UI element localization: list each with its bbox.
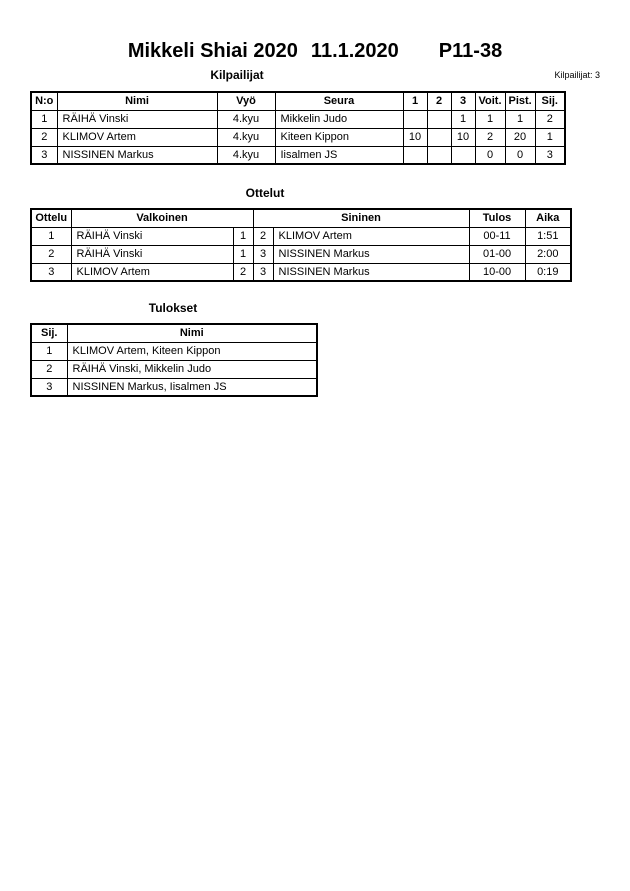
title-event: Mikkeli Shiai 2020 xyxy=(127,40,298,62)
table-cell: 3 xyxy=(253,263,273,281)
competitors-count: Kilpailijat: 3 xyxy=(554,70,600,80)
table-header-row xyxy=(31,209,571,227)
table-cell: NISSINEN Markus xyxy=(57,146,217,164)
table-row xyxy=(31,110,565,128)
table-cell: 3 xyxy=(253,245,273,263)
table-cell: RÄIHÄ Vinski xyxy=(71,245,233,263)
competitors-table xyxy=(30,91,566,165)
header-cell: 3 xyxy=(451,92,475,110)
table-cell xyxy=(427,146,451,164)
table-cell: 1 xyxy=(31,342,67,360)
table-cell: 1 xyxy=(31,227,71,245)
section-title-competitors: Kilpailijat xyxy=(210,68,264,82)
table-cell xyxy=(403,146,427,164)
table-cell: 0 xyxy=(475,146,505,164)
table-cell: 3 xyxy=(31,263,71,281)
table-cell: Iisalmen JS xyxy=(275,146,403,164)
header-cell: 1 xyxy=(403,92,427,110)
table-cell: 0:19 xyxy=(525,263,571,281)
table-cell: RÄIHÄ Vinski xyxy=(57,110,217,128)
header-cell: 2 xyxy=(427,92,451,110)
table-cell: 20 xyxy=(505,128,535,146)
title-date: 11.1.2020 xyxy=(310,40,399,62)
table-cell: Mikkelin Judo xyxy=(275,110,403,128)
section-title-results: Tulokset xyxy=(148,301,198,315)
table-row xyxy=(31,263,571,281)
table-row xyxy=(31,227,571,245)
header-cell: Aika xyxy=(525,209,571,227)
document-page xyxy=(0,0,630,397)
table-cell: KLIMOV Artem, Kiteen Kippon xyxy=(67,342,317,360)
table-row xyxy=(31,360,317,378)
table-cell: 4.kyu xyxy=(217,110,275,128)
table-cell: 1 xyxy=(31,110,57,128)
table-cell: 00-11 xyxy=(469,227,525,245)
table-cell: RÄIHÄ Vinski, Mikkelin Judo xyxy=(67,360,317,378)
section-title-matches: Ottelut xyxy=(245,186,285,200)
table-header-row xyxy=(31,92,565,110)
header-cell: Sij. xyxy=(535,92,565,110)
table-cell: 3 xyxy=(31,146,57,164)
table-cell: 2 xyxy=(31,245,71,263)
table-header-row xyxy=(31,324,317,342)
table-cell: KLIMOV Artem xyxy=(57,128,217,146)
header-cell: Tulos xyxy=(469,209,525,227)
header-cell: Sij. xyxy=(31,324,67,342)
table-cell: 1:51 xyxy=(525,227,571,245)
table-cell: 3 xyxy=(535,146,565,164)
table-cell: 2 xyxy=(31,128,57,146)
table-cell: 1 xyxy=(233,245,253,263)
header-cell: Pist. xyxy=(505,92,535,110)
table-cell xyxy=(451,146,475,164)
table-cell: NISSINEN Markus xyxy=(273,263,469,281)
table-cell: 2 xyxy=(253,227,273,245)
matches-table xyxy=(30,208,572,282)
header-cell: N:o xyxy=(31,92,57,110)
table-cell: 2 xyxy=(31,360,67,378)
table-row xyxy=(31,378,317,396)
table-cell xyxy=(427,110,451,128)
table-cell: 10 xyxy=(403,128,427,146)
header-cell: Nimi xyxy=(57,92,217,110)
table-cell: 1 xyxy=(475,110,505,128)
table-cell: 10 xyxy=(451,128,475,146)
table-cell: NISSINEN Markus xyxy=(273,245,469,263)
header-cell: Voit. xyxy=(475,92,505,110)
table-cell: 01-00 xyxy=(469,245,525,263)
results-table xyxy=(30,323,318,397)
table-cell: 1 xyxy=(505,110,535,128)
header-cell: Nimi xyxy=(67,324,317,342)
table-cell: KLIMOV Artem xyxy=(71,263,233,281)
header-cell: Ottelu xyxy=(31,209,71,227)
table-cell: 4.kyu xyxy=(217,128,275,146)
title-category: P11-38 xyxy=(438,40,503,62)
table-cell: 1 xyxy=(535,128,565,146)
header-cell: Seura xyxy=(275,92,403,110)
table-cell: 1 xyxy=(233,227,253,245)
table-cell xyxy=(427,128,451,146)
header-cell: Sininen xyxy=(253,209,469,227)
table-cell: 2 xyxy=(233,263,253,281)
table-cell: 2:00 xyxy=(525,245,571,263)
competitors-header-row xyxy=(30,68,600,82)
table-cell: 4.kyu xyxy=(217,146,275,164)
header-cell: Valkoinen xyxy=(71,209,253,227)
header-cell: Vyö xyxy=(217,92,275,110)
page-title xyxy=(30,40,600,63)
table-cell: 3 xyxy=(31,378,67,396)
table-cell: 0 xyxy=(505,146,535,164)
table-cell: 2 xyxy=(535,110,565,128)
table-cell: Kiteen Kippon xyxy=(275,128,403,146)
table-cell: KLIMOV Artem xyxy=(273,227,469,245)
table-row xyxy=(31,342,317,360)
table-cell: 1 xyxy=(451,110,475,128)
table-cell: 2 xyxy=(475,128,505,146)
table-row xyxy=(31,245,571,263)
table-cell: RÄIHÄ Vinski xyxy=(71,227,233,245)
table-row xyxy=(31,128,565,146)
table-cell xyxy=(403,110,427,128)
table-cell: 10-00 xyxy=(469,263,525,281)
table-row xyxy=(31,146,565,164)
table-cell: NISSINEN Markus, Iisalmen JS xyxy=(67,378,317,396)
